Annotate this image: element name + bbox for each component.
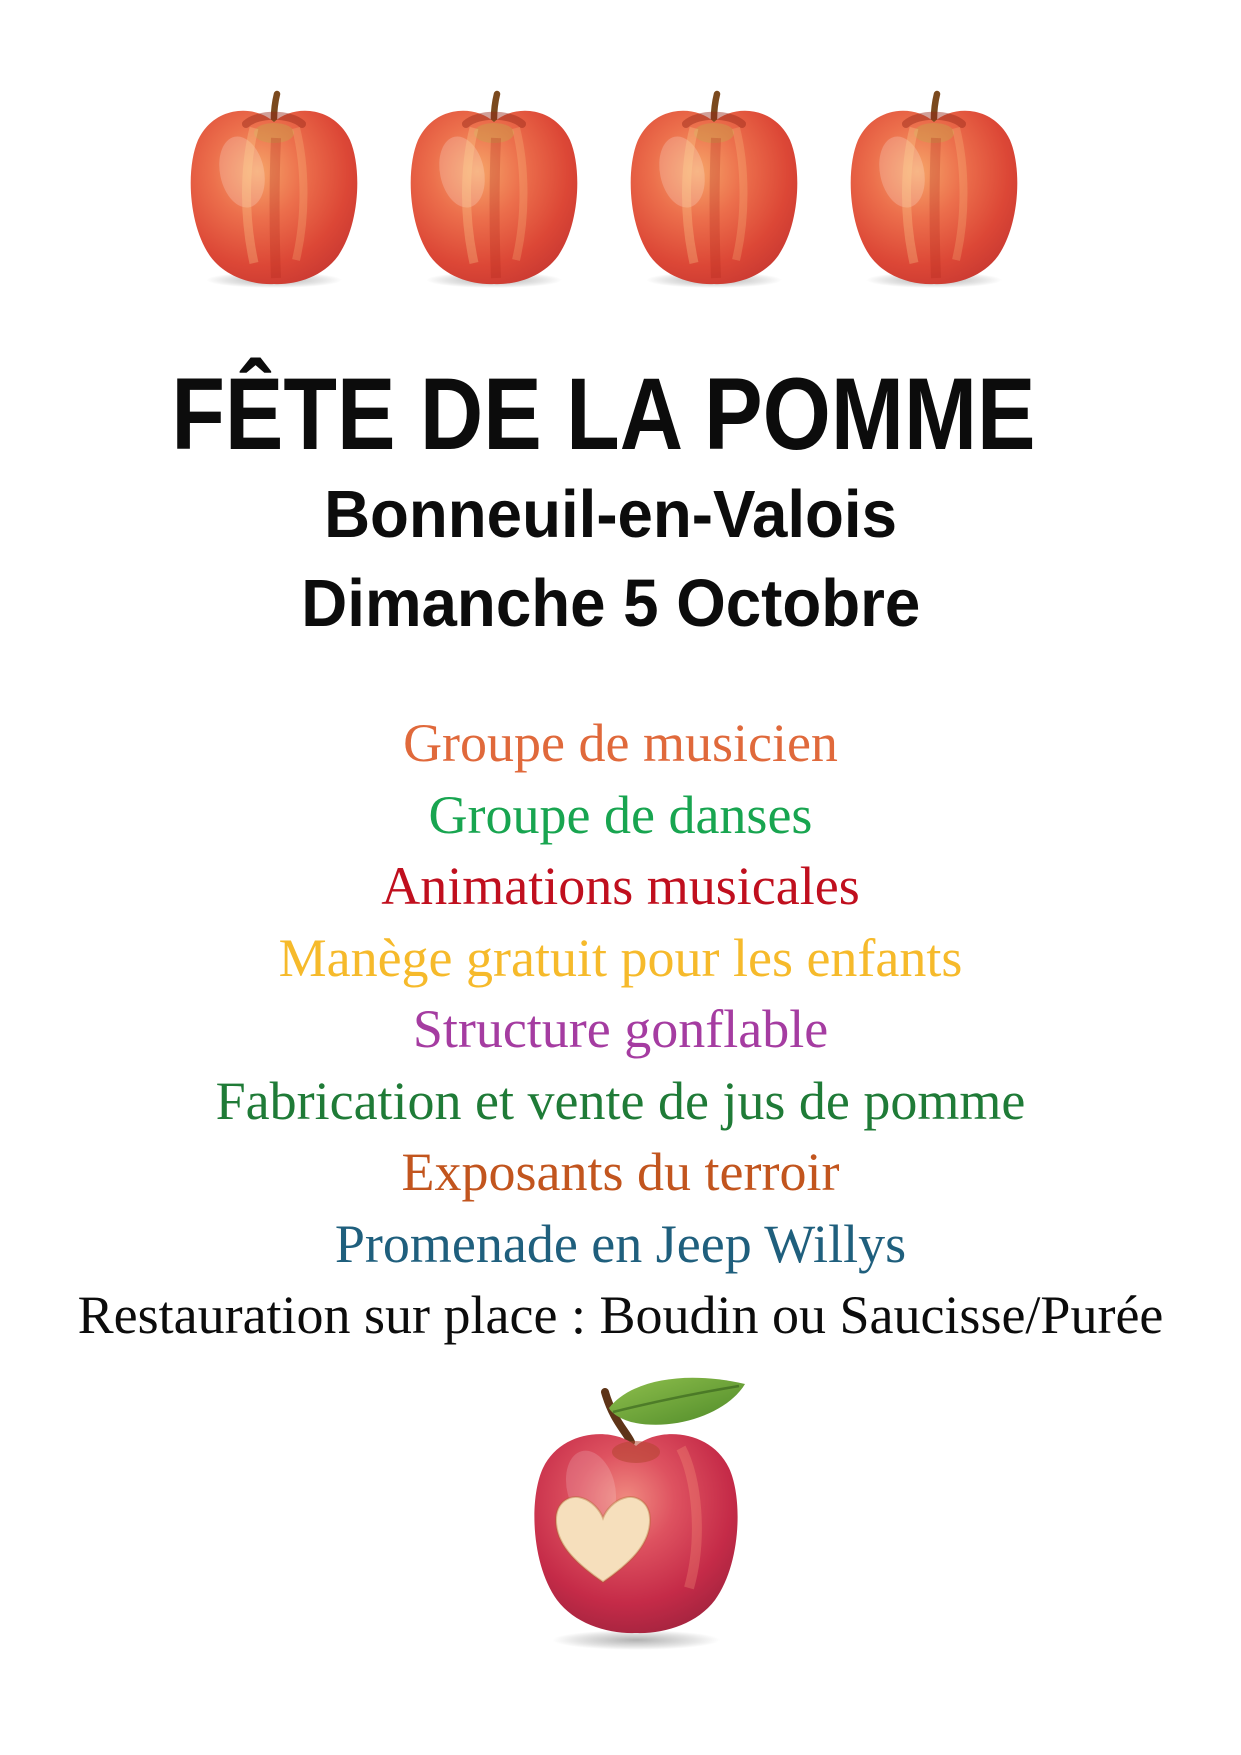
subtitle-location — [0, 477, 1241, 553]
red-apple-icon — [844, 88, 1024, 288]
event-item: Exposants du terroir — [401, 1142, 840, 1202]
top-apples-row — [184, 88, 1024, 288]
subtitle-date — [0, 566, 1241, 642]
red-apple-icon — [184, 88, 364, 288]
event-item: Groupe de danses — [428, 784, 813, 845]
event-list — [0, 708, 1241, 1352]
event-item: Restauration sur place : Boudin ou Saucisse/Purée — [77, 1285, 1164, 1345]
event-item: Groupe de musicien — [403, 713, 838, 773]
page-title — [0, 357, 1241, 471]
event-item: Animations musicales — [381, 856, 860, 916]
red-apple-icon — [624, 88, 804, 288]
event-item: Structure gonflable — [412, 999, 829, 1059]
subtitle-date-text: Dimanche 5 Octobre — [300, 566, 921, 641]
subtitle-location-text: Bonneuil-en-Valois — [324, 477, 897, 552]
red-apple-icon — [404, 88, 584, 288]
event-item: Fabrication et vente de jus de pomme — [215, 1070, 1026, 1131]
apple-with-heart-icon — [513, 1368, 763, 1668]
event-item: Manège gratuit pour les enfants — [278, 927, 963, 988]
event-item: Promenade en Jeep Willys — [334, 1213, 907, 1274]
page-title-text: FÊTE DE LA POMME — [171, 357, 1036, 471]
